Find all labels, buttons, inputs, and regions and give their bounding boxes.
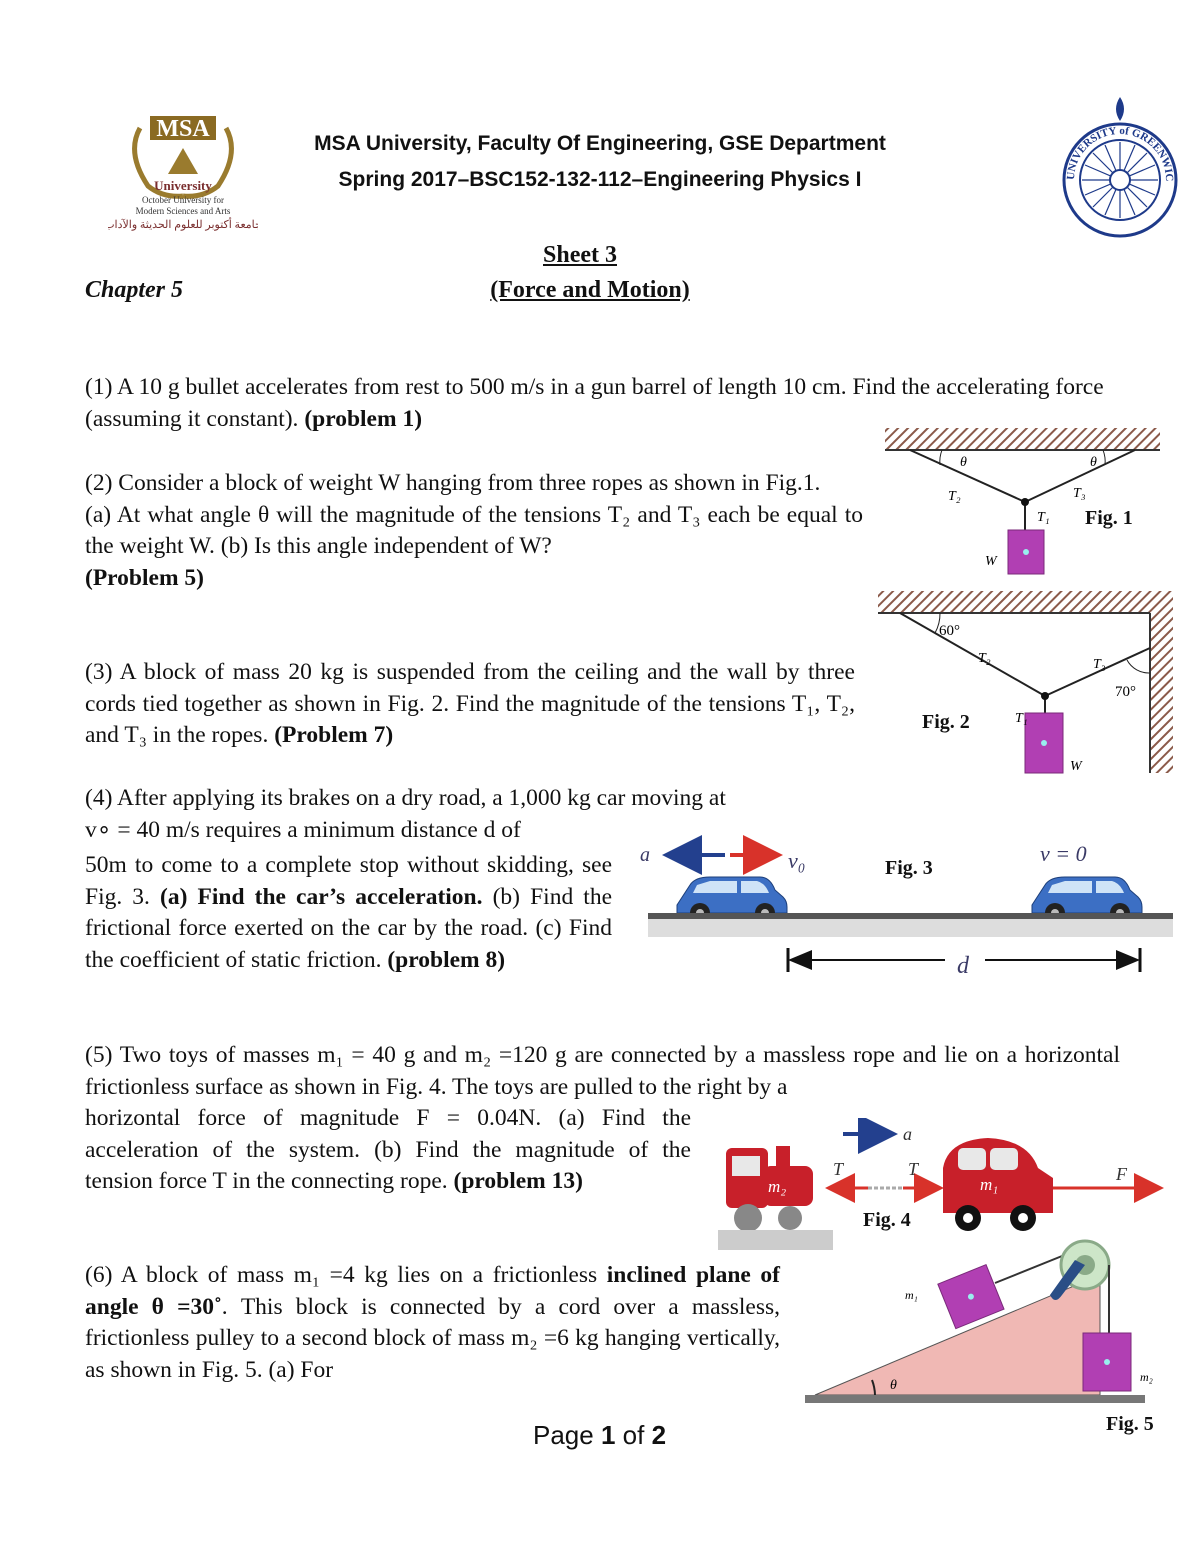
problem-5-line-1: Two toys of masses m₁ = 40 g and m₂ =120 g are connected by a massless rope and lie on a horizontal frictionless surface as shown in Fig. 4. The toys are pulled to the right by a — [85, 1042, 1120, 1100]
problem-6 — [85, 1260, 780, 1386]
chapter-label: Chapter 5 — [85, 277, 184, 303]
problem-2-ref: (Problem 5) — [85, 564, 204, 591]
fig1-w: W — [985, 554, 997, 569]
problem-4-number: (4) — [85, 785, 113, 811]
problem-2-intro: Consider a block of weight W hanging from three ropes as shown in Fig.1. — [118, 470, 821, 496]
figure-5-diagram — [800, 1235, 1180, 1415]
problem-3-text: A block of mass 20 kg is suspended from the ceiling and the wall by three cords tied together as shown in Fig. 2. Find the magnitude of the tensions T₁, T₂, and T₃ in the ropes. — [85, 659, 855, 748]
msa-logo-graphic — [108, 108, 258, 233]
fig2-w: W — [1070, 759, 1082, 774]
figure-1 — [880, 425, 1165, 585]
fig4-m1: m₁ — [980, 1175, 999, 1194]
footer-page-of: of — [622, 1420, 645, 1450]
fig2-angle-60: 60° — [939, 623, 960, 639]
figure-2-diagram — [875, 588, 1175, 778]
msa-logo — [108, 108, 258, 233]
fig5-m2: m₂ — [1140, 1370, 1153, 1384]
fig3-v0: v₀ — [788, 848, 806, 873]
fig5-m1: m₁ — [905, 1288, 918, 1302]
problem-4-part-a: (a) Find the car’s acceleration. — [160, 883, 483, 910]
problem-4-line-2: v∘ = 40 m/s requires a minimum distance d of — [85, 816, 521, 843]
header-line-2: Spring 2017–BSC152-132-112–Engineering Physics I — [338, 168, 862, 191]
msa-logo-arabic: جامعة أكتوبر للعلوم الحديثة والآداب — [108, 219, 258, 231]
greenwich-seal — [1060, 95, 1180, 240]
fig5-theta: θ — [890, 1378, 897, 1393]
fig2-label: Fig. 2 — [922, 711, 970, 733]
problem-2-part-b: (b) Is this angle independent of W? — [220, 533, 552, 559]
problem-5-body — [85, 1103, 691, 1198]
fig4-t-left: T — [833, 1159, 844, 1179]
problem-1-number: (1) — [85, 374, 113, 400]
msa-logo-text: MSA — [156, 116, 210, 142]
fig1-t2: T₂ — [948, 489, 961, 504]
fig3-a: a — [640, 844, 650, 866]
sheet-subtitle: (Force and Motion) — [490, 277, 690, 303]
fig5-label: Fig. 5 — [1106, 1413, 1154, 1435]
fig4-label: Fig. 4 — [863, 1209, 911, 1231]
figure-1-diagram — [880, 425, 1165, 585]
problem-4-rest-b: (b) Find the frictional force exerted on the car by the road. (c) Find the coefficient of static friction. — [85, 883, 612, 973]
greenwich-seal-graphic — [1060, 95, 1180, 240]
problem-1-text: A 10 g bullet accelerates from rest to 500 m/s in a gun barrel of length 10 cm. Find the accelerating force (assuming it constant). — [85, 374, 1104, 432]
fig2-angle-70: 70° — [1115, 684, 1136, 700]
problem-5-ref: (problem 13) — [453, 1168, 583, 1194]
problem-5-number: (5) — [85, 1042, 113, 1068]
greenwich-seal-text: UNIVERSITY of GREENWIC — [1064, 124, 1176, 182]
problem-6-line-2: inclined plane of angle θ =30˚ — [85, 1262, 780, 1320]
problem-2-part-a: (a) At what angle θ will the magnitude of the tensions T₂ and T₃ each be equal to the weight W. — [85, 501, 863, 559]
problem-4-ref: (problem 8) — [387, 946, 506, 973]
problem-4-rest-a: 50m to come to a complete stop without skidding, see Fig. 3. — [85, 852, 612, 910]
figure-5 — [800, 1235, 1180, 1445]
footer-page-num: 1 — [600, 1420, 616, 1450]
problem-6-number: (6) — [85, 1262, 113, 1288]
fig2-t2: T₂ — [978, 651, 991, 666]
problem-5-head — [85, 1040, 1120, 1103]
msa-logo-sub2: October University for — [142, 195, 224, 205]
fig4-m2: m₂ — [768, 1177, 787, 1196]
problem-3-number: (3) — [85, 659, 113, 685]
header-line-1: MSA University, Faculty Of Engineering, GSE Department — [314, 132, 886, 155]
figure-4-diagram — [718, 1118, 1168, 1253]
problem-4-line-1: After applying its brakes on a dry road, a 1,000 kg car moving at — [117, 785, 726, 811]
problem-3 — [85, 657, 855, 752]
problem-6-line-1: A block of mass m₁ =4 kg lies on a frictionless — [120, 1262, 598, 1288]
fig1-label: Fig. 1 — [1085, 507, 1133, 529]
fig1-t1: T₁ — [1037, 510, 1050, 525]
fig4-t-right: T — [908, 1159, 919, 1179]
msa-logo-sub3: Modern Sciences and Arts — [135, 206, 231, 216]
fig4-f: F — [1116, 1164, 1127, 1184]
sheet-title: Sheet 3 — [543, 242, 617, 268]
fig3-label: Fig. 3 — [885, 857, 933, 879]
problem-5-line-2: horizontal force of magnitude F = 0.04N. (a) Find the acceleration of the system. (b) Find the magnitude of the tension force T in the connecting rope. — [85, 1105, 691, 1194]
problem-6-rest: . This block is connected by a cord over a massless, frictionless pulley to a second block of mass m₂ =6 kg hanging vertically, as shown in Fig. 5. (a) For — [85, 1293, 780, 1383]
fig3-v-final: v = 0 — [1040, 841, 1087, 866]
fig4-a: a — [903, 1124, 912, 1144]
fig1-theta-left: θ — [960, 455, 967, 470]
figure-4 — [718, 1118, 1168, 1253]
fig2-t3: T₃ — [1093, 657, 1106, 672]
msa-logo-sub1: University — [154, 178, 212, 193]
footer-page-prefix: Page — [533, 1420, 594, 1450]
problem-2 — [85, 468, 863, 594]
problem-1-ref: (problem 1) — [304, 405, 423, 432]
problem-2-number: (2) — [85, 470, 113, 496]
footer-page-total: 2 — [651, 1420, 667, 1450]
fig2-t1: T₁ — [1015, 711, 1028, 726]
fig1-theta-right: θ — [1090, 455, 1097, 470]
page-footer — [533, 1420, 666, 1451]
problem-4-body — [85, 850, 612, 976]
figure-2 — [875, 588, 1175, 778]
problem-3-ref: (Problem 7) — [274, 722, 394, 748]
figure-3 — [635, 835, 1180, 980]
fig3-d: d — [957, 953, 969, 979]
fig1-t3: T₃ — [1073, 486, 1086, 501]
